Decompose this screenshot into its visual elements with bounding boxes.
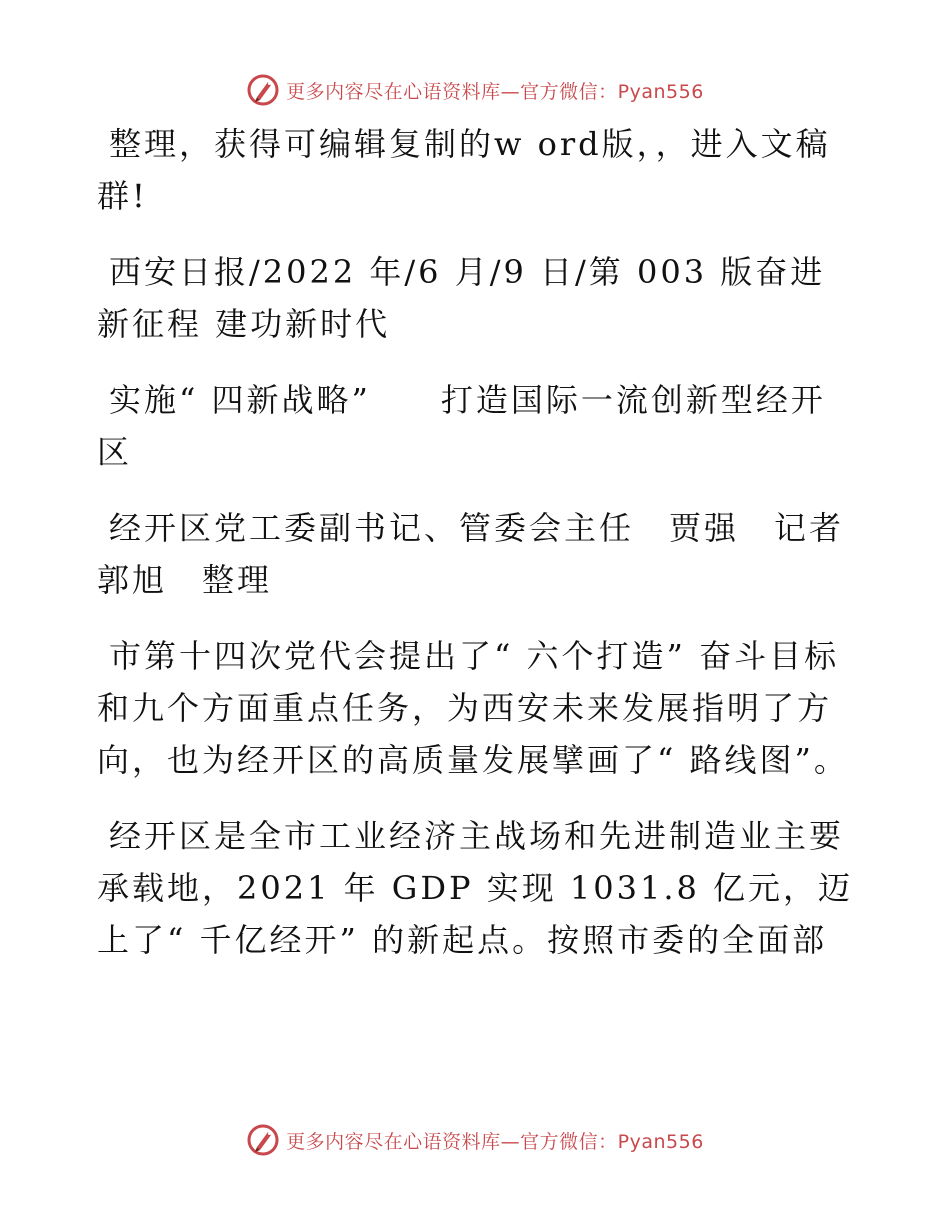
paragraph-source: 西安日报/2022 年/6 月/9 日/第 003 版奋进新征程 建功新时代 [97,253,826,343]
banner-contact: Pyan556 [617,80,704,103]
banner-text [286,1127,704,1154]
paragraph-byline: 经开区党工委副书记、管委会主任 贾强 记者郭旭 整理 [97,509,845,599]
banner-slogan: 更多内容尽在心语资料库—官方微信： [286,1130,618,1153]
banner-text [286,77,704,104]
banner-contact: Pyan556 [617,1130,704,1153]
paragraph-body-1: 市第十四次党代会提出了“ 六个打造” 奋斗目标和九个方面重点任务，为西安未来发展指明了方向，也为经开区的高质量发展擘画了“ 路线图”。 [97,637,849,779]
pen-logo-icon [246,73,280,107]
footer-banner [0,1120,950,1160]
document-body [97,118,857,990]
paragraph-body-2: 经开区是全市工业经济主战场和先进制造业主要承载地，2021 年 GDP 实现 1031.8 亿元，迈上了“ 千亿经开” 的新起点。按照市委的全面部 [97,817,854,959]
header-banner [0,70,950,110]
pen-logo-icon [246,1123,280,1157]
paragraph-intro: 整理，获得可编辑复制的w ord版，，进入文稿群! [97,125,831,215]
paragraph-headline: 实施“ 四新战略” 打造国际一流创新型经开区 [97,381,826,471]
banner-slogan: 更多内容尽在心语资料库—官方微信： [286,80,618,103]
